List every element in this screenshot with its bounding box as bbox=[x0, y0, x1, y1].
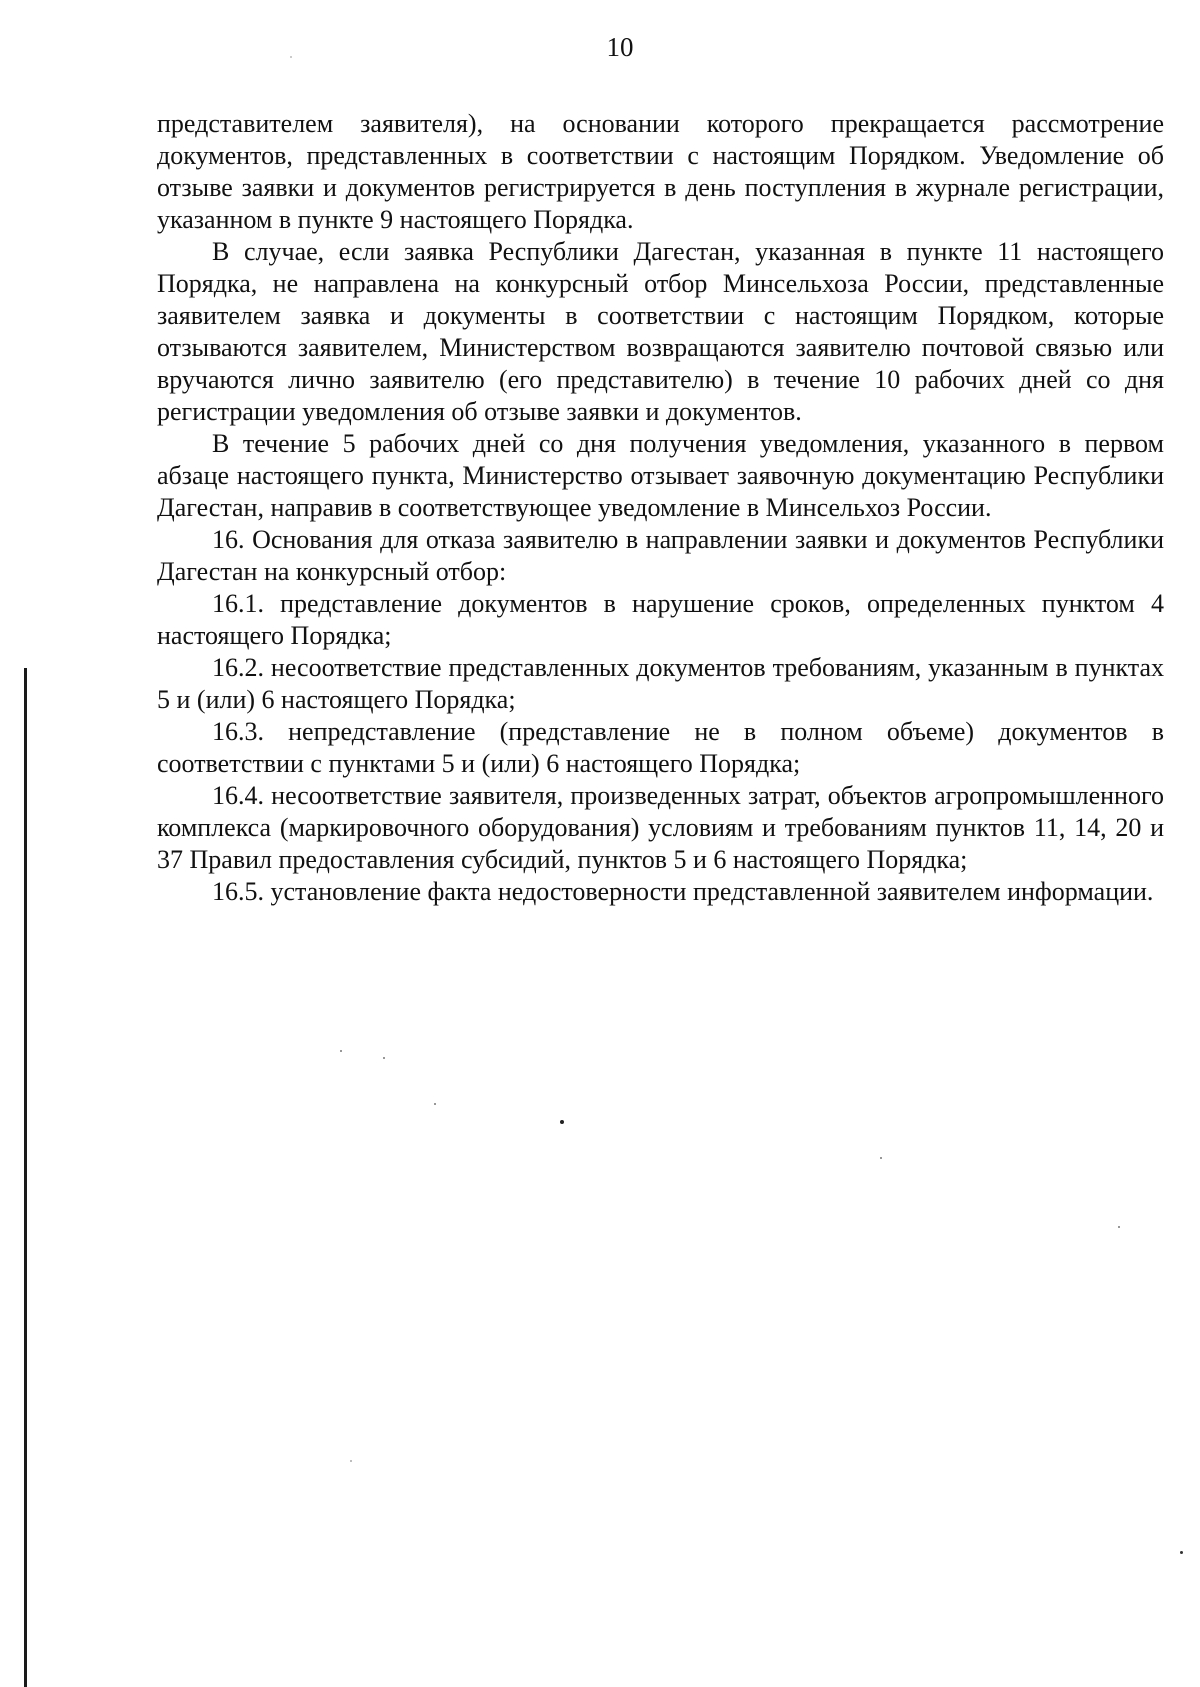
scan-speck bbox=[340, 1050, 342, 1052]
paragraph-item-16-4: 16.4. несоответствие заявителя, произведенных затрат, объектов агропромышленного комплекса (маркировочного оборудования) условиям и требованиям пунктов 11, 14, 20 и 37 Правил предоставления субсидий, пунктов 5 и 6 настоящего Порядка; bbox=[157, 781, 1164, 874]
paragraph-continuation: представителем заявителя), на основании которого прекращается рассмотрение документов, представленных в соответствии с настоящим Порядком. Уведомление об отзыве заявки и документов регистрируется в день поступления в журнале регистрации, указанном в пункте 9 настоящего Порядка. bbox=[157, 109, 1164, 234]
document-body bbox=[157, 108, 1164, 908]
scan-speck bbox=[1180, 1551, 1183, 1554]
paragraph-item-16-2: 16.2. несоответствие представленных документов требованиям, указанным в пунктах 5 и (или) 6 настоящего Порядка; bbox=[157, 653, 1164, 714]
paragraph-case-not-submitted: В случае, если заявка Республики Дагестан, указанная в пункте 11 настоящего Порядка, не направлена на конкурсный отбор Минсельхоза России, представленные заявителем заявка и документы в соответствии с настоящим Порядком, которые отзываются заявителем, Министерством возвращаются заявителю почтовой связью или вручаются лично заявителю (его представителю) в течение 10 рабочих дней со дня регистрации уведомления об отзыве заявки и документов. bbox=[157, 237, 1164, 426]
scan-speck bbox=[350, 1460, 352, 1462]
scan-speck bbox=[560, 1120, 564, 1124]
paragraph-item-16-5: 16.5. установление факта недостоверности представленной заявителем информации. bbox=[212, 877, 1154, 906]
scan-edge-line bbox=[24, 668, 27, 1687]
paragraph-item-16: 16. Основания для отказа заявителю в направлении заявки и документов Республики Дагестан на конкурсный отбор: bbox=[157, 525, 1164, 586]
paragraph-withdrawal-deadline: В течение 5 рабочих дней со дня получения уведомления, указанного в первом абзаце настоящего пункта, Министерство отзывает заявочную документацию Республики Дагестан, направив в соответствующее уведомление в Минсельхоз России. bbox=[157, 429, 1164, 522]
page-number: 10 bbox=[606, 32, 634, 62]
scan-speck bbox=[880, 1157, 882, 1159]
scan-speck bbox=[383, 1057, 385, 1059]
scan-speck bbox=[290, 56, 292, 58]
scan-speck bbox=[434, 1103, 436, 1105]
paragraph-item-16-1: 16.1. представление документов в нарушение сроков, определенных пунктом 4 настоящего Порядка; bbox=[157, 589, 1164, 650]
paragraph-item-16-3: 16.3. непредставление (представление не в полном объеме) документов в соответствии с пунктами 5 и (или) 6 настоящего Порядка; bbox=[157, 717, 1164, 778]
scan-speck bbox=[1118, 1226, 1120, 1228]
